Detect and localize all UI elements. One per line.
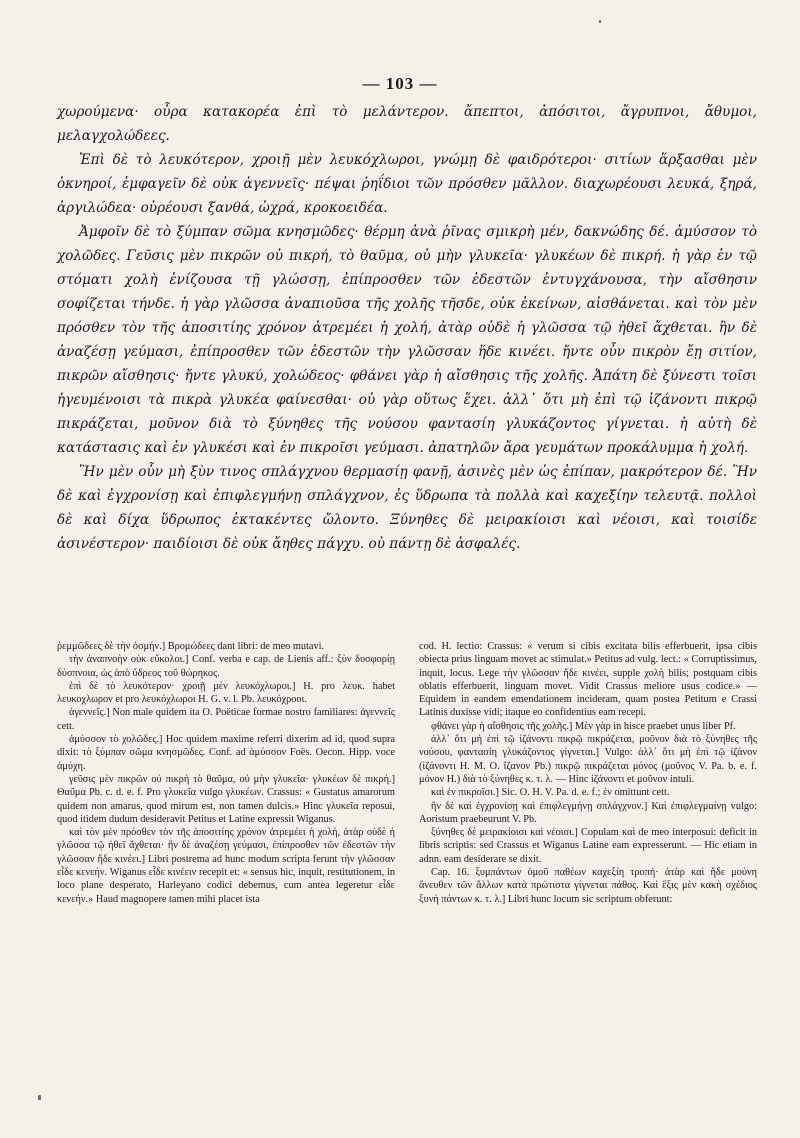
footnote: καὶ ἐν πικροῖσι.] Sic. O. H. V. Pa. d. e. f.; ἐν omittunt cett. (431, 787, 670, 799)
footnote: ἢν δὲ καὶ ἐγχρονίσῃ καὶ ἐπιφλεγμήνῃ σπλάγχνον.] Καὶ ἐπιφλεγμαίνῃ vulgo: Aoristum praebeurunt V. Pb. (419, 800, 757, 825)
footnote: ῥεμμῶδεες δὲ τὴν ὀσμήν.] Βρομώδεες dant libri: de meo mutavi. (57, 641, 325, 652)
paper-speck (38, 1095, 41, 1100)
footnotes (57, 640, 757, 906)
footnote: καὶ τὸν μὲν πρόσθεν τὸν τῆς ἀποσιτίης χρόνον ἀτρεμέει ἡ χολή, ἀτὰρ οὐδὲ ἡ γλῶσσα τῷ ἠθεῖ ἄχθεται· ἢν δὲ ἀναζέσῃ γεύμασι, ἐπίπροσθεν τῶν ἐδεστῶν τὴν γλῶσσαν ἥδε κινέει.] Libri postrema ad hunc modum scripta ferunt τὴν γλῶσσαν εἶδε κενεήν. Wiganus εἶδε κινέειν recepit et: « sensus hic, inquit, restitutionem, in loco plane desperato, Harleyano codici debemus, cum antea legeretur εἶδε κενεήν.» Haud magnopere tamen mihi placet ista (57, 827, 395, 905)
paper-speck (599, 20, 601, 23)
footnote: ἀγεννεῖς.] Non male quidem ita O. Poëticae formae nostro familiares: ἀγεννεῖς cett. (57, 707, 395, 732)
main-paragraph: χωρούμενα· οὖρα κατακορέα ἐπὶ τὸ μελάντερον. ἄπεπτοι, ἀπόσιτοι, ἄγρυπνοι, ἄθυμοι, μελαγχολώδεες. (57, 104, 757, 144)
main-greek-text (57, 100, 757, 556)
footnote: τὴν ἀναπνοὴν οὐκ εὔκολοι.] Conf. verba e cap. de Lienis aff.: ξὺν δυσφορίῃ δύσπνοια, ὡς ἀπὸ ὕδρεος τοῦ θώρηκος. (57, 654, 395, 679)
footnote: ξύνηθες δὲ μειρακίοισι καὶ νέοισι.] Copulam καὶ de meo interposui: deficit in libris scriptis: sed Crassus et Wiganus Latine eam expresserunt. — Hic etiam in adnn. eam desiderare se dixit. (419, 827, 757, 865)
main-paragraph: Ἢν μὲν οὖν μὴ ξὺν τινος σπλάγχνου θερμασίῃ φανῇ, ἀσινὲς μὲν ὡς ἐπίπαν, μακρότερον δέ. Ἢν δὲ καὶ ἐγχρονίσῃ καὶ ἐπιφλεγμήνῃ σπλάγχνον, ἐς ὕδρωπα τὰ πολλὰ καὶ καχεξίην τελευτᾷ. πολλοὶ δὲ καὶ δίχα ὕδρωπος ἐκτακέντες ὤλοντο. Ξύνηθες δὲ μειρακίοισι καὶ νέοισι, καὶ τοισίδε ἀσινέστερον· παιδίοισι δὲ οὐκ ἄηθες πάγχυ. οὐ πάντῃ δὲ ἀσφαλές. (57, 464, 757, 552)
footnotes-right-column (419, 640, 757, 906)
page-number: — 103 — (362, 74, 438, 93)
main-paragraph: Ἀμφοῖν δὲ τὸ ξύμπαν σῶμα κνησμῶδες· θέρμη ἀνὰ ῥῖνας σμικρὴ μέν, δακνώδης δέ. ἀμύσσον τὸ χολῶδες. Γεῦσις μὲν πικρῶν οὐ πικρή, τὸ θαῦμα, οὐ μὴν γλυκεῖα· γλυκέων δὲ πικρή. ἡ γὰρ ἐν τῷ στόματι χολὴ ἐνίζουσα τῇ γλώσσῃ, ἐπίπροσθεν τῶν ἐδεστῶν ἐντυγχάνουσα, τὴν αἴσθησιν σοφίζεται τήνδε. ἡ γὰρ γλῶσσα ἀναπιοῦσα τῆς χολῆς τῆσδε, οὐκ ἐκείνων, αἰσθάνεται. καὶ τὸν μὲν πρόσθεν τὸν τῆς ἀποσιτίης χρόνον ἀτρεμέει ἡ χολή, ἀτὰρ οὐδὲ ἡ γλῶσσα τῷ ἠθεῖ ἄχθεται. ἢν δὲ ἀναζέσῃ γεύμασι, ἐπίπροσθεν τῶν ἐδεστῶν τὴν γλῶσσαν ἥδε κινέει. ἤντε οὖν πικρὸν ἔῃ σιτίον, πικρῶν αἴσθησις· ἤντε γλυκύ, χολώδεος· φθάνει γὰρ ἡ αἴσθησις τῆς χολῆς. Ἀπάτη δὲ ξύνεστι τοῖσι ἡγευμένοισι τὰ πικρὰ γλυκέα φαίνεσθαι· οὐ γὰρ οὕτως ἔχει. ἀλλ᾽ ὅτι μὴ ἐπὶ τῷ ἰζάνοντι πικρῷ πικράζεται, μοῦνον διὰ τὸ ξύνηθες τῆς νούσου φαντασίη γλυκάζοντος γίγνεται. ἡ αὐτὴ δὲ κατάστασις καὶ ἐν γλυκέσι καὶ ἐν πικροῖσι γεύμασι. ἀπατηλῶν ἄρα γευμάτων προκάλυμμα ἡ χολή. (57, 224, 757, 456)
footnote: ἀμύσσον τὸ χολῶδες.] Hoc quidem maxime referri dixerim ad id, quod supra dixit: τὸ ξύμπαν σῶμα κνησμῶδες. Conf. ad ἀμύσσον Foës. Oecon. Hipp. voce ἀμύχη. (57, 734, 395, 772)
footnote: ἀλλ᾽ ὅτι μὴ ἐπὶ τῷ ἰζάνοντι πικρῷ πικράζεται, μοῦνον διὰ τὸ ξύνηθες τῆς νούσου, φαντασίη γλυκάζοντος γίγνεται.] Vulgo: ἀλλ᾽ ὅτι μὴ ἐπὶ τῷ ἰζάνον (ἰζάνοντι H. M. O. ἴζανον Pb.) πικρῷ πικράζεται μόνος (μοῦνος V. Pa. b. e. f. μόνον H.) διὰ τὸ ξύνηθες κ. τ. λ. — Hinc ἰζάνοντι et μοῦνον intuli. (419, 734, 757, 785)
footnote: γεῦσις μὲν πικρῶν οὐ πικρή τὸ θαῦμα, οὐ μὴν γλυκεῖα· γλυκέων δὲ πικρή.] Θαῦμα Pb. c. d. e. f. Pro γλυκεῖα vulgo γλυκέων. Crassus: « Gustatus amarorum quidem non amarus, quod mirum est, non tamen dulcis.» Hinc γλυκεῖα reposui, quod itidem dudum desideravit Petitus et Latine expressit Wiganus. (57, 773, 395, 825)
main-paragraph: Ἐπὶ δὲ τὸ λευκότερον, χροιῇ μὲν λευκόχλωροι, γνώμῃ δὲ φαιδρότεροι· σιτίων ἅρξασθαι μὲν ὀκνηροί, ἐμφαγεῖν δὲ οὐκ ἀγεννεῖς· πέψαι ῥηΐδιοι τῶν πρόσθεν μᾶλλον. διαχωρέουσι λευκά, ξηρά, ἀργιλώδεα· οὐρέουσι ξανθά, ὠχρά, κροκοειδέα. (57, 152, 757, 216)
footnotes-left-column (57, 640, 395, 906)
footnote: ἐπὶ δὲ τὸ λευκότερον· χροιῇ μὲν λευκόχλωροι.] H. pro λευκ. habet λευκοχλωρον et pro λευκόχλωροι H. G. v. l. Pb. λευκόχροοι. (57, 680, 395, 706)
footnote: cod. H. lectio: Crassus: « verum si cibis excitata bilis efferbuerit, ipsa cibis obiecta prius linguam movet ac stimulat.» Petitus ad vulg. lect.: « Corruptissimus, inquit, locus. Lege τὴν γλῶσσαν ἥδε κινέει, supple χολὴ bilis; postquam cibis oblatis efferbuerit, linguam movet. Vidit Crassus meliore usus codice.» — Equidem in eandem emendationem incideram, quam postea Petitum e Crassi Latinis duxisse vidi; itaque eo confidentius eam recepi. (419, 641, 757, 719)
footnote: Cap. 16. ξυμπάντων ὁμοῦ παθέων καχεξίη τροπή· ἀτὰρ καὶ ἥδε μούνη ἄνευθεν τῶν ἄλλων κατὰ πρώτιστα γίγνεται πάθος. Καὶ ἕξις μὲν κακὴ σχέδιος ξυνὴ πάντων κ. τ. λ.] Libri hunc locum sic scriptum obferunt: (419, 867, 757, 905)
footnote: φθάνει γὰρ ἡ αἴσθησις τῆς χολῆς.] Μὲν γὰρ in hisce praebet unus liber Pf. (431, 720, 736, 732)
